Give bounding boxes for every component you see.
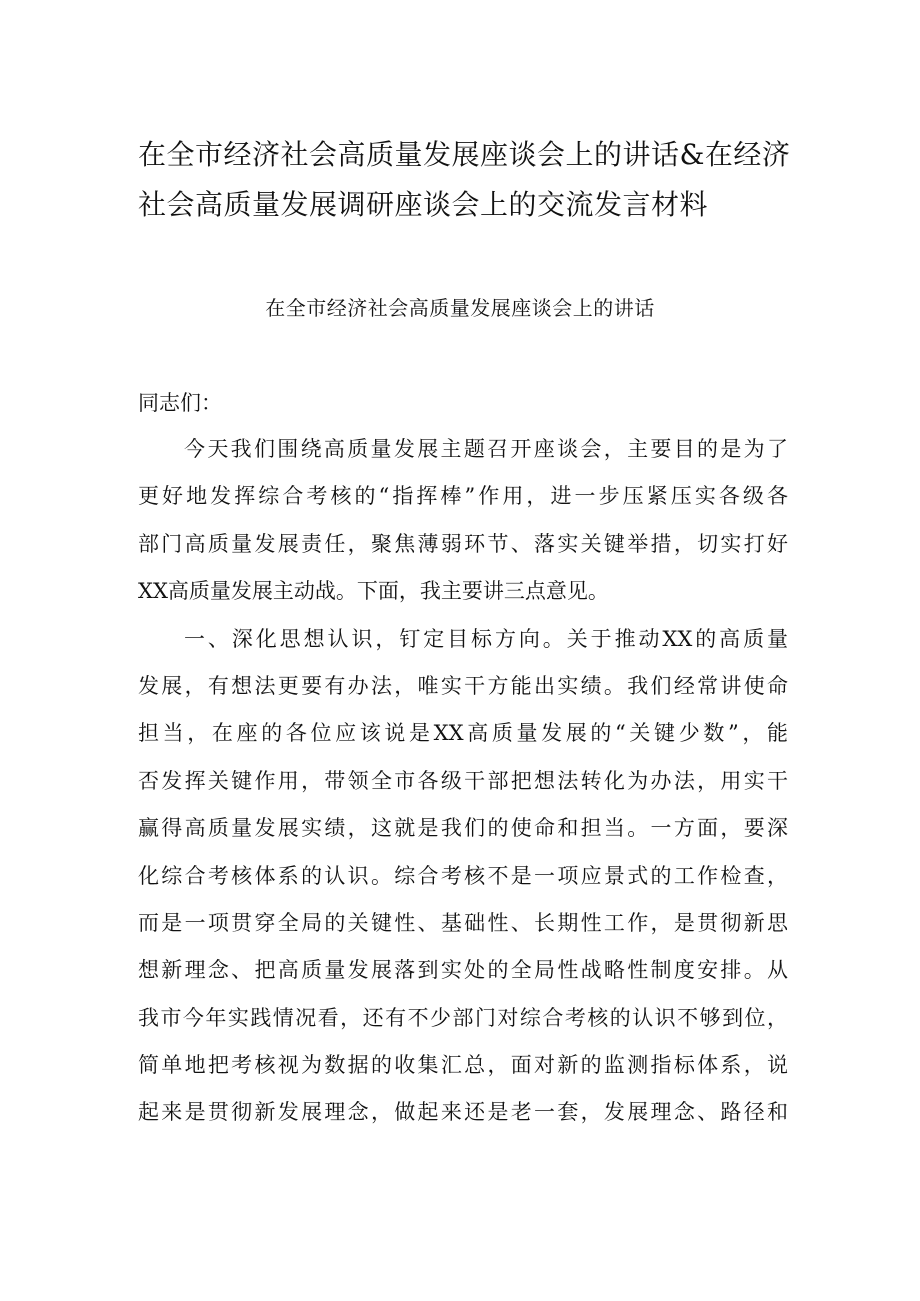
speech-subtitle: 在全市经济社会高质量发展座谈会上的讲话 xyxy=(265,296,655,320)
paragraph-2-line: 化综合考核体系的认识。综合考核不是一项应景式的工作检查， xyxy=(138,863,788,888)
paragraph-1-line: 更好地发挥综合考核的“指挥棒”作用，进一步压紧压实各级各 xyxy=(138,484,788,509)
paragraph-2-line: 发展，有想法更要有办法，唯实干方能出实绩。我们经常讲使命 xyxy=(138,673,788,698)
paragraph-2-line: 想新理念、把高质量发展落到实处的全局性战略性制度安排。从 xyxy=(138,958,788,983)
paragraph-2-line: 一、深化思想认识，钉定目标方向。关于推动XX的高质量 xyxy=(184,626,788,651)
paragraph-2-line: 我市今年实践情况看，还有不少部门对综合考核的认识不够到位， xyxy=(138,1005,788,1030)
paragraph-1-line: XX高质量发展主动战。下面，我主要讲三点意见。 xyxy=(138,579,609,604)
paragraph-2-line: 而是一项贯穿全局的关键性、基础性、长期性工作，是贯彻新思 xyxy=(138,910,788,935)
paragraph-2-line: 简单地把考核视为数据的收集汇总，面对新的监测指标体系，说 xyxy=(138,1053,788,1078)
paragraph-1-line: 部门高质量发展责任，聚焦薄弱环节、落实关键举措，切实打好 xyxy=(138,531,788,556)
salutation: 同志们： xyxy=(138,391,222,415)
document-title xyxy=(138,130,791,230)
paragraph-2-line: 担当，在座的各位应该说是XX高质量发展的“关键少数”，能 xyxy=(138,721,788,746)
paragraph-2-line: 起来是贯彻新发展理念，做起来还是老一套，发展理念、路径和 xyxy=(138,1100,788,1125)
paragraph-2-line: 赢得高质量发展实绩，这就是我们的使命和担当。一方面，要深 xyxy=(138,816,788,841)
title-line-1: 在全市经济社会高质量发展座谈会上的讲话&在经济 xyxy=(138,138,791,171)
title-line-2: 社会高质量发展调研座谈会上的交流发言材料 xyxy=(138,188,709,221)
body-text xyxy=(138,426,788,1137)
paragraph-2-line: 否发挥关键作用，带领全市各级干部把想法转化为办法，用实干 xyxy=(138,768,788,793)
paragraph-1-line: 今天我们围绕高质量发展主题召开座谈会，主要目的是为了 xyxy=(184,437,788,461)
